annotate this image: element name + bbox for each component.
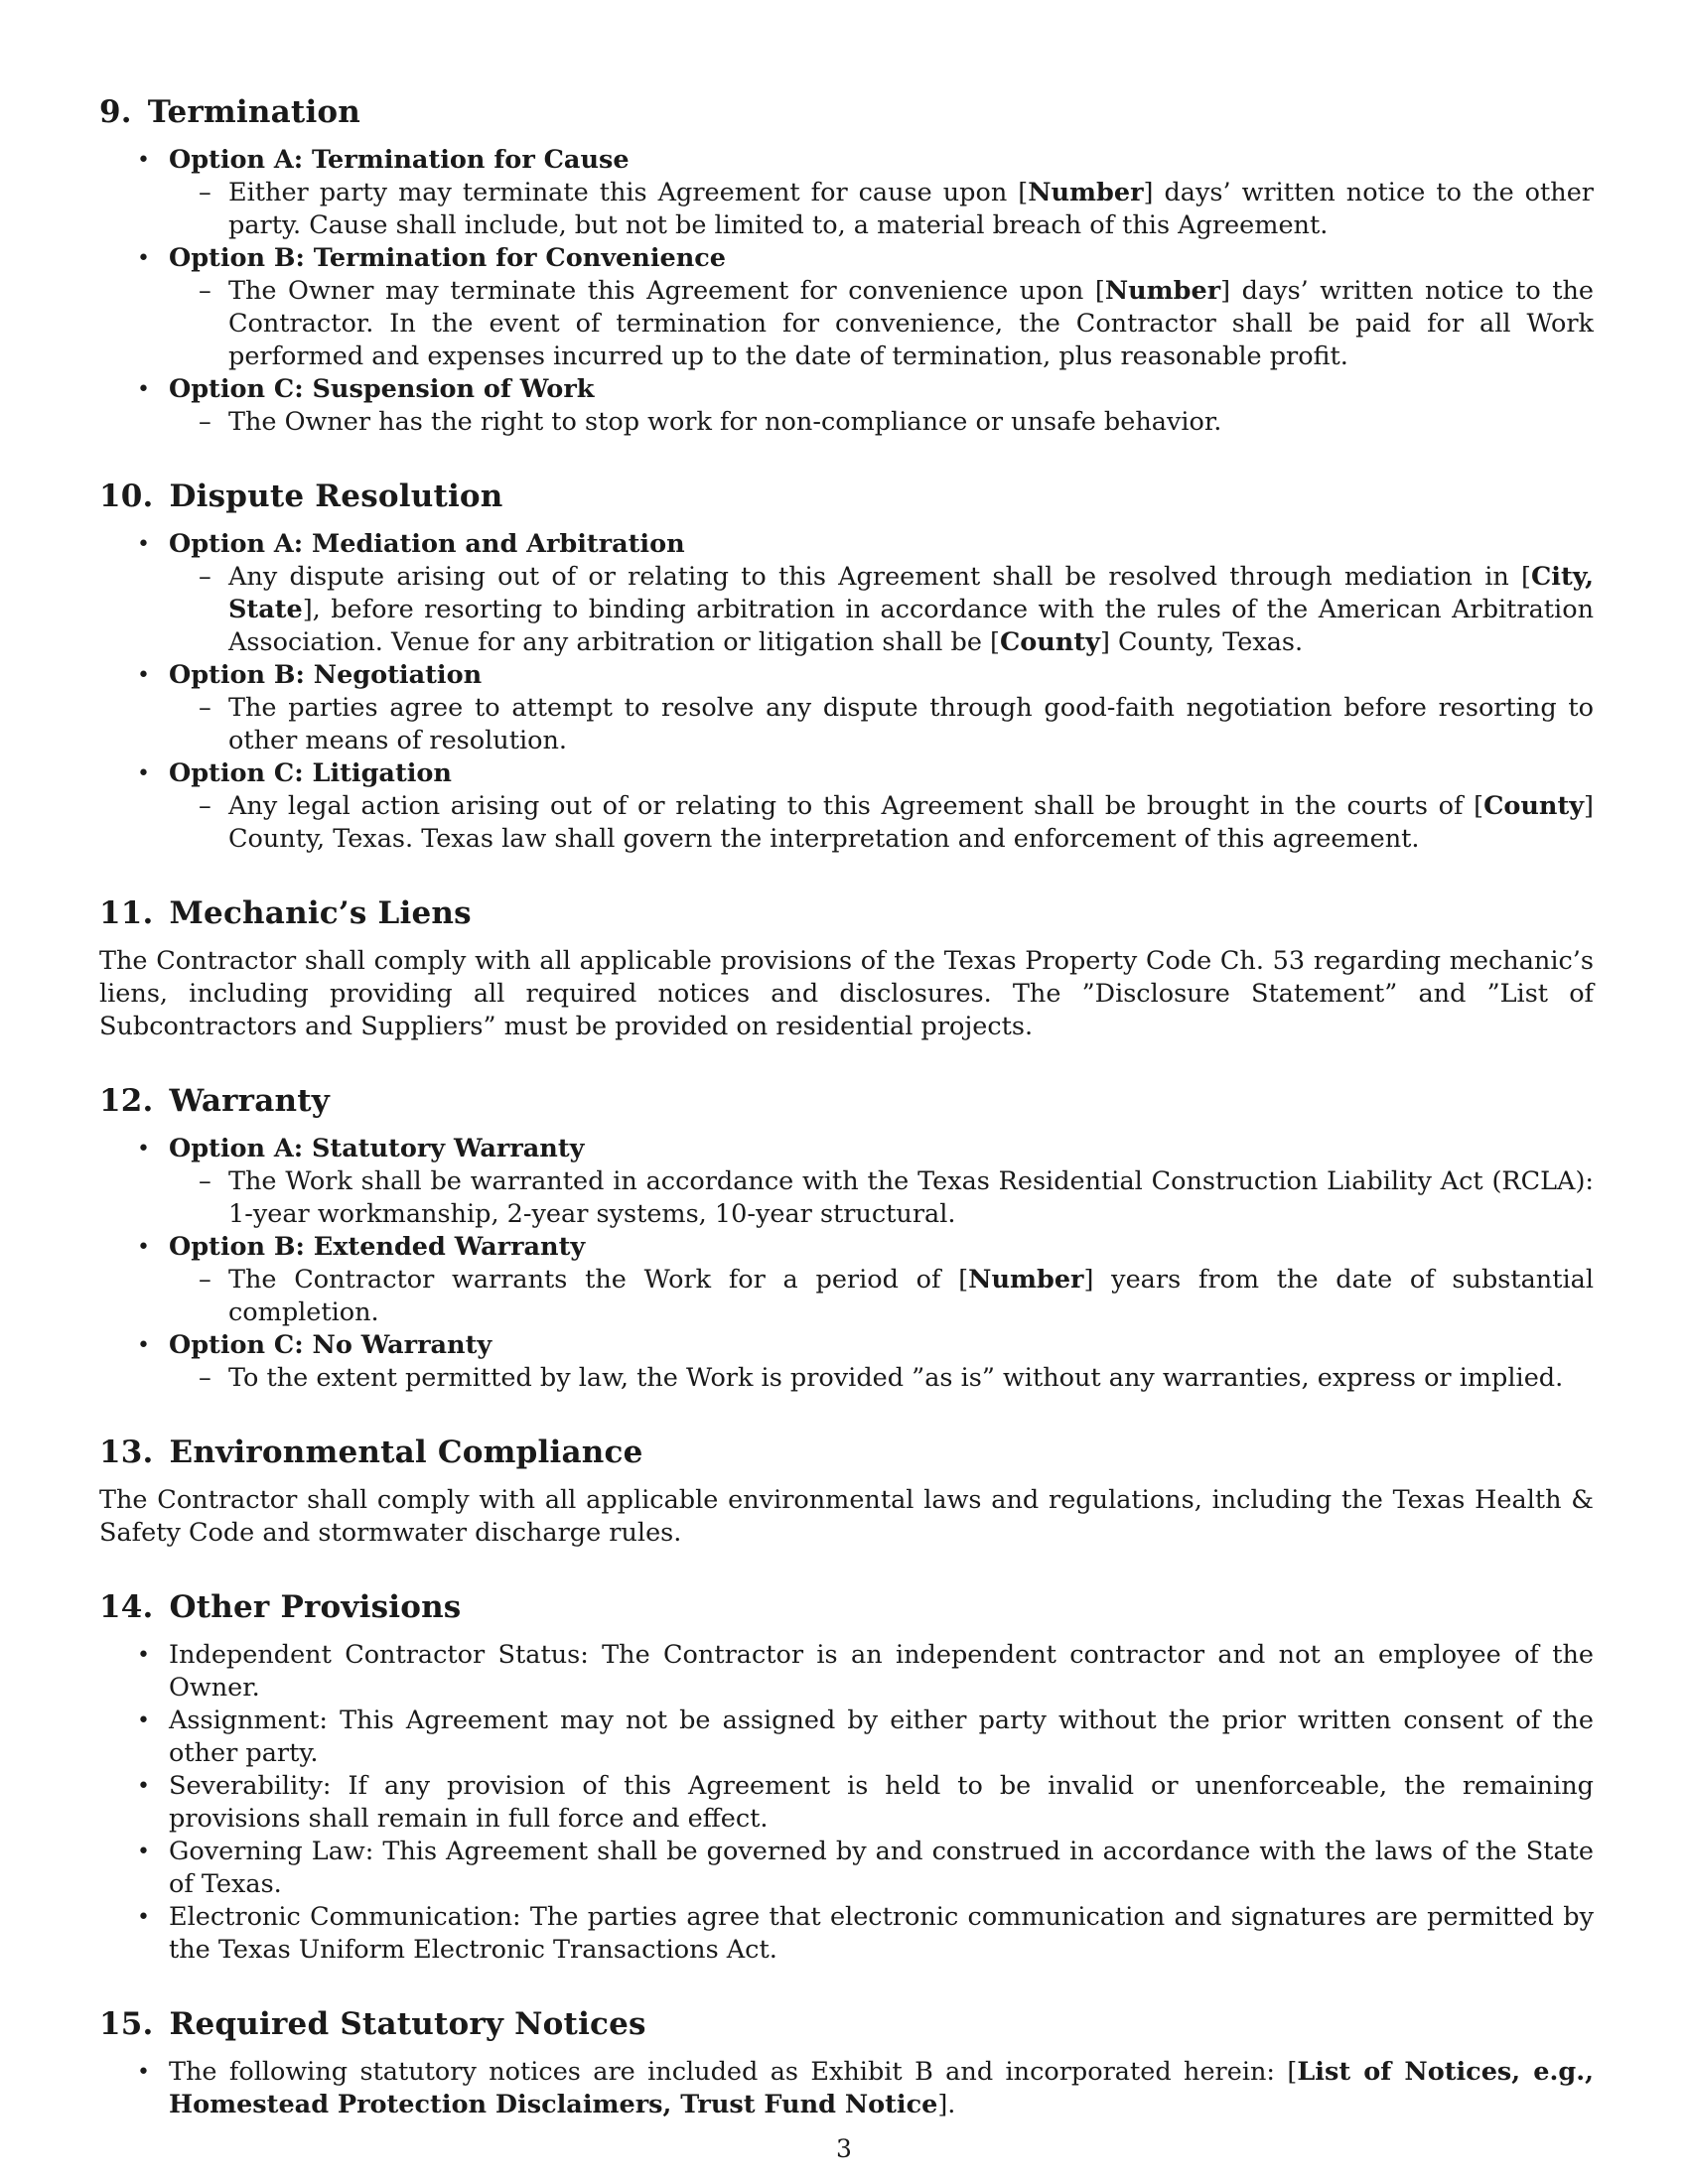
- option-item: [99, 1231, 1594, 1329]
- provision-item: • Independent Contractor Status: The Contractor is an independent contractor and not an employee of the Owner.: [137, 1640, 1594, 1703]
- option-item: [99, 528, 1594, 659]
- section-heading: 14. Other Provisions: [99, 1589, 462, 1625]
- placeholder: Number: [968, 1265, 1084, 1295]
- placeholder: List of Notices, e.g., Homestead Protection Disclaimers, Trust Fund Notice: [169, 2057, 1594, 2119]
- section-body: The Contractor shall comply with all applicable provisions of the Texas Property Code Ch. 53 regarding mechanic’s liens, including providing all required notices and disclosures. The ”Disclosure Statement” and ”List of Subcontractors and Suppliers” must be provided on residential projects.: [99, 946, 1594, 1041]
- provision-item: • Assignment: This Agreement may not be assigned by either party without the prior written consent of the other party.: [137, 1706, 1594, 1768]
- option-title: Option B: Termination for Convenience: [169, 243, 727, 273]
- section-heading: 13. Environmental Compliance: [99, 1434, 643, 1470]
- bullet-icon: •: [137, 2060, 150, 2085]
- notice-item: • The following statutory notices are included as Exhibit B and incorporated herein: [List of Notices, e.g., Homestead Protection Disclaimers, Trust Fund Notice].: [137, 2057, 1594, 2119]
- option-text: – The Owner may terminate this Agreement for convenience upon [Number] days’ written notice to the Contractor. In the event of termination for convenience, the Contractor shall be paid for all Work performed and expenses incurred up to the date of termination, plus reasonable profit.: [199, 276, 1594, 371]
- page-number: 3: [836, 2134, 852, 2163]
- section-heading: 10. Dispute Resolution: [99, 478, 503, 514]
- dash-icon: –: [199, 1265, 211, 1295]
- placeholder: Number: [1028, 178, 1144, 207]
- bullet-icon: •: [137, 1905, 150, 1930]
- option-title: Option C: Litigation: [169, 758, 452, 788]
- option-item: [99, 144, 1594, 242]
- option-title: Option A: Mediation and Arbitration: [169, 529, 685, 559]
- option-text: – Any legal action arising out of or relating to this Agreement shall be brought in the courts of [County] County, Texas. Texas law shall govern the interpretation and enforcement of this agreement.: [199, 791, 1594, 854]
- bullet-icon: •: [137, 1333, 150, 1358]
- bullet-icon: •: [137, 377, 150, 402]
- bullet-icon: •: [137, 1235, 150, 1260]
- bullet-icon: •: [137, 532, 150, 557]
- option-item: [99, 757, 1594, 856]
- section-heading: 9. Termination: [99, 94, 361, 130]
- placeholder: City, State: [228, 562, 1594, 624]
- option-item: [99, 659, 1594, 757]
- option-text: – The Work shall be warranted in accordance with the Texas Residential Construction Liability Act (RCLA): 1-year workmanship, 2-year systems, 10-year structural.: [199, 1166, 1594, 1229]
- section-environmental-compliance: [99, 1434, 1594, 1550]
- option-text: – The Owner has the right to stop work for non-compliance or unsafe behavior.: [199, 407, 1222, 437]
- provision-item: • Electronic Communication: The parties agree that electronic communication and signatures are permitted by the Texas Uniform Electronic Transactions Act.: [137, 1902, 1594, 1965]
- section-required-notices: [99, 2006, 1594, 2121]
- bullet-icon: •: [137, 246, 150, 271]
- option-text: – The Contractor warrants the Work for a period of [Number] years from the date of substantial completion.: [199, 1265, 1594, 1327]
- bullet-icon: •: [137, 663, 150, 688]
- section-heading: 15. Required Statutory Notices: [99, 2006, 646, 2042]
- notice-list: [99, 2056, 1594, 2121]
- dash-icon: –: [199, 562, 211, 592]
- dash-icon: –: [199, 1363, 211, 1393]
- bullet-icon: •: [137, 761, 150, 786]
- option-title: Option A: Statutory Warranty: [169, 1134, 585, 1163]
- option-item: [99, 1329, 1594, 1395]
- option-title: Option C: No Warranty: [169, 1330, 492, 1360]
- section-heading: 12. Warranty: [99, 1083, 330, 1119]
- document-page: [99, 94, 1594, 2161]
- option-list: [99, 1133, 1594, 1395]
- section-mechanics-liens: [99, 895, 1594, 1043]
- bullet-icon: •: [137, 1643, 150, 1668]
- dash-icon: –: [199, 178, 211, 207]
- option-list: [99, 528, 1594, 856]
- bullet-icon: •: [137, 1774, 150, 1799]
- dash-icon: –: [199, 407, 211, 437]
- section-termination: [99, 94, 1594, 439]
- dash-icon: –: [199, 791, 211, 821]
- provision-list: [99, 1639, 1594, 1967]
- option-title: Option A: Termination for Cause: [169, 145, 630, 175]
- option-title: Option B: Negotiation: [169, 660, 483, 690]
- option-text: – To the extent permitted by law, the Work is provided ”as is” without any warranties, express or implied.: [199, 1363, 1564, 1393]
- section-dispute-resolution: [99, 478, 1594, 856]
- section-heading: 11. Mechanic’s Liens: [99, 895, 472, 931]
- section-warranty: [99, 1083, 1594, 1395]
- bullet-icon: •: [137, 1137, 150, 1161]
- option-text: – Any dispute arising out of or relating to this Agreement shall be resolved through mediation in [City, State], before resorting to binding arbitration in accordance with the rules of the American Arbitration Association. Venue for any arbitration or litigation shall be [County] County, Texas.: [199, 562, 1594, 657]
- dash-icon: –: [199, 1166, 211, 1196]
- option-title: Option B: Extended Warranty: [169, 1232, 586, 1262]
- option-item: [99, 1133, 1594, 1231]
- bullet-icon: •: [137, 1708, 150, 1733]
- bullet-icon: •: [137, 1840, 150, 1864]
- dash-icon: –: [199, 276, 211, 306]
- option-text: – Either party may terminate this Agreement for cause upon [Number] days’ written notice to the other party. Cause shall include, but not be limited to, a material breach of this Agreement.: [199, 178, 1594, 240]
- option-title: Option C: Suspension of Work: [169, 374, 595, 404]
- provision-item: • Governing Law: This Agreement shall be governed by and construed in accordance with the laws of the State of Texas.: [137, 1837, 1594, 1899]
- section-body: The Contractor shall comply with all applicable environmental laws and regulations, including the Texas Health & Safety Code and stormwater discharge rules.: [99, 1485, 1594, 1548]
- bullet-icon: •: [137, 148, 150, 173]
- placeholder: Number: [1104, 276, 1221, 306]
- option-text: – The parties agree to attempt to resolve any dispute through good-faith negotiation before resorting to other means of resolution.: [199, 693, 1594, 755]
- option-item: [99, 373, 1594, 439]
- provision-item: • Severability: If any provision of this Agreement is held to be invalid or unenforceable, the remaining provisions shall remain in full force and effect.: [137, 1771, 1594, 1834]
- option-list: [99, 144, 1594, 439]
- option-item: [99, 242, 1594, 373]
- section-other-provisions: [99, 1589, 1594, 1967]
- placeholder: County: [999, 627, 1100, 657]
- dash-icon: –: [199, 693, 211, 723]
- placeholder: County: [1483, 791, 1585, 821]
